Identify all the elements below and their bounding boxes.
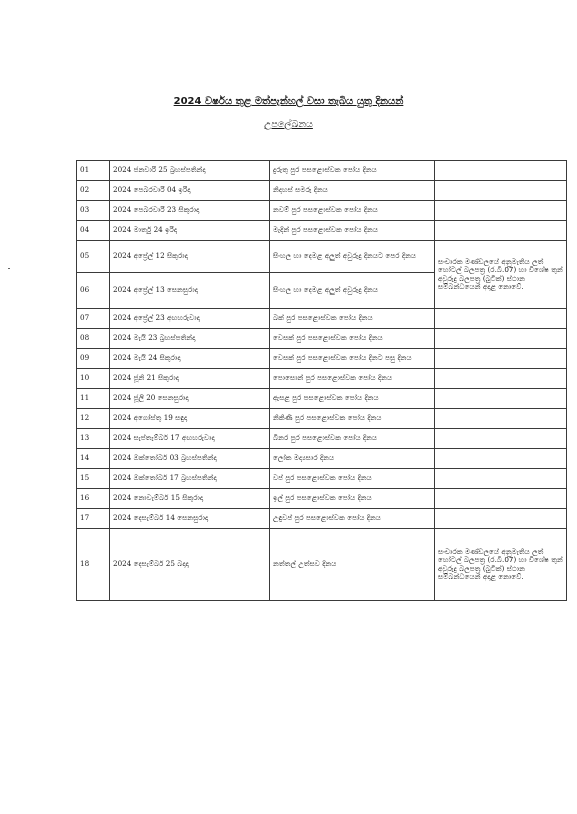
row-number: 05	[77, 241, 110, 273]
row-date: 2024 අප්‍රේල් 13 සෙනසුරාදා	[110, 273, 270, 309]
row-note-empty	[435, 201, 567, 221]
table-row	[77, 369, 567, 389]
row-event: ඉල් පුර පසළොස්වක පෝය දිනය	[270, 489, 435, 509]
row-event: සිංහල හා දෙමළ අලුත් අවුරුදු දිනයට පෙර දිනය	[270, 241, 435, 273]
document-title: 2024 වර්ෂය තුළ මත්පැන්හල් වසා තැබිය යුතු දිනයන්	[173, 96, 404, 107]
row-note: සංචාරක මණ්ඩලයේ අනුමැතිය ලත් හෝටල් බලපත්‍ර (ර.බී.07) හා විශේෂ තුන් අවුරුදු බලපත්‍ර (බුටික්) ස්ථාන සම්බන්ධයෙන් අදාළ නොවේ.	[435, 241, 567, 309]
row-date: 2024 ජූලි 20 සෙනසුරාදා	[110, 389, 270, 409]
table-row	[77, 161, 567, 181]
table-row	[77, 201, 567, 221]
row-note-empty	[435, 329, 567, 349]
document-subtitle: උපලේඛනය	[264, 119, 313, 130]
row-note-empty	[435, 409, 567, 429]
row-note-empty	[435, 429, 567, 449]
row-number: 08	[77, 329, 110, 349]
row-event: වෙසක් පුර පසළොස්වක පෝය දිනට පසු දිනය	[270, 349, 435, 369]
row-number: 07	[77, 309, 110, 329]
row-number: 17	[77, 509, 110, 529]
row-note-empty	[435, 469, 567, 489]
row-number: 13	[77, 429, 110, 449]
row-date: 2024 අප්‍රේල් 23 අඟහරුවාදා	[110, 309, 270, 329]
row-number: 14	[77, 449, 110, 469]
row-date: 2024 පෙබරවාරි 23 සිකුරාදා	[110, 201, 270, 221]
table-row	[77, 221, 567, 241]
row-number: 10	[77, 369, 110, 389]
row-date: 2024 පෙබරවාරි 04 ඉරිදා	[110, 181, 270, 201]
row-note-empty	[435, 349, 567, 369]
row-event: ලෝක මද්‍යසාර දිනය	[270, 449, 435, 469]
row-note-empty	[435, 221, 567, 241]
row-note-empty	[435, 449, 567, 469]
row-date: 2024 ඔක්තෝබර් 17 බ්‍රහස්පතින්දා	[110, 469, 270, 489]
row-date: 2024 අප්‍රේල් 12 සිකුරාදා	[110, 241, 270, 273]
row-event: නිදහස් සමරු දිනය	[270, 181, 435, 201]
row-date: 2024 නොවැම්බර් 15 සිකුරාදා	[110, 489, 270, 509]
table-row	[77, 309, 567, 329]
row-date: 2024 ඔක්තෝබර් 03 බ්‍රහස්පතින්දා	[110, 449, 270, 469]
row-number: 02	[77, 181, 110, 201]
row-event: නත්තල් උත්සව දිනය	[270, 529, 435, 601]
row-number: 16	[77, 489, 110, 509]
row-number: 01	[77, 161, 110, 181]
row-number: 09	[77, 349, 110, 369]
row-event: දුරුතු පුර පසළොස්වක පෝය දිනය	[270, 161, 435, 181]
row-event: නිකිණි පුර පසළොස්වක පෝය දිනය	[270, 409, 435, 429]
table-row	[77, 241, 567, 273]
row-event: මැදින් පුර පසළොස්වක පෝය දිනය	[270, 221, 435, 241]
table-row	[77, 509, 567, 529]
row-note-empty	[435, 489, 567, 509]
row-event: බක් පුර පසළොස්වක පෝය දිනය	[270, 309, 435, 329]
row-number: 06	[77, 273, 110, 309]
table-row	[77, 429, 567, 449]
table-row	[77, 389, 567, 409]
row-date: 2024 මාර්තු 24 ඉරිදා	[110, 221, 270, 241]
row-date: 2024 ජූනි 21 සිකුරාදා	[110, 369, 270, 389]
table-row	[77, 449, 567, 469]
table-row	[77, 349, 567, 369]
row-number: 03	[77, 201, 110, 221]
row-date: 2024 අගෝස්තු 19 සඳුදා	[110, 409, 270, 429]
holiday-table	[76, 160, 567, 601]
row-date: 2024 ජනවාරි 25 බ්‍රහස්පතින්දා	[110, 161, 270, 181]
table-row	[77, 469, 567, 489]
row-date: 2024 මැයි 23 බ්‍රහස්පතින්දා	[110, 329, 270, 349]
row-note-empty	[435, 161, 567, 181]
row-event: වෙසක් පුර පසළොස්වක පෝය දිනය	[270, 329, 435, 349]
row-event: බිනර පුර පසළොස්වක පෝය දිනය	[270, 429, 435, 449]
table-row	[77, 329, 567, 349]
holiday-table-body	[77, 161, 567, 601]
table-row	[77, 489, 567, 509]
row-number: 12	[77, 409, 110, 429]
row-date: 2024 මැයි 24 සිකුරාදා	[110, 349, 270, 369]
row-note-empty	[435, 389, 567, 409]
row-event: සිංහල හා දෙමළ අලුත් අවුරුදු දිනය	[270, 273, 435, 309]
row-event: ඇසළ පුර පසළොස්වක පෝය දිනය	[270, 389, 435, 409]
row-note-empty	[435, 309, 567, 329]
scan-mark	[8, 268, 10, 269]
row-note: සංචාරක මණ්ඩලයේ අනුමැතිය ලත් හෝටල් බලපත්‍ර (ර.බී.07) හා විශේෂ තුන් අවුරුදු බලපත්‍ර (බුටික්) ස්ථාන සම්බන්ධයෙන් අදාළ නොවේ.	[435, 529, 567, 601]
row-event: වප් පුර පසළොස්වක පෝය දිනය	[270, 469, 435, 489]
table-row	[77, 409, 567, 429]
row-number: 15	[77, 469, 110, 489]
row-number: 04	[77, 221, 110, 241]
row-date: 2024 සැප්තැම්බර් 17 අඟහරුවාදා	[110, 429, 270, 449]
row-event: පොසොන් පුර පසළොස්වක පෝය දිනය	[270, 369, 435, 389]
row-event: උඳුවප් පුර පසළොස්වක පෝය දිනය	[270, 509, 435, 529]
row-note-empty	[435, 369, 567, 389]
row-note-empty	[435, 181, 567, 201]
row-note-empty	[435, 509, 567, 529]
row-number: 18	[77, 529, 110, 601]
row-date: 2024 දෙසැම්බර් 14 සෙනසුරාදා	[110, 509, 270, 529]
row-event: නවම් පුර පසළොස්වක පෝය දිනය	[270, 201, 435, 221]
table-row	[77, 529, 567, 601]
row-number: 11	[77, 389, 110, 409]
row-date: 2024 දෙසැම්බර් 25 බදාදා	[110, 529, 270, 601]
table-row	[77, 181, 567, 201]
